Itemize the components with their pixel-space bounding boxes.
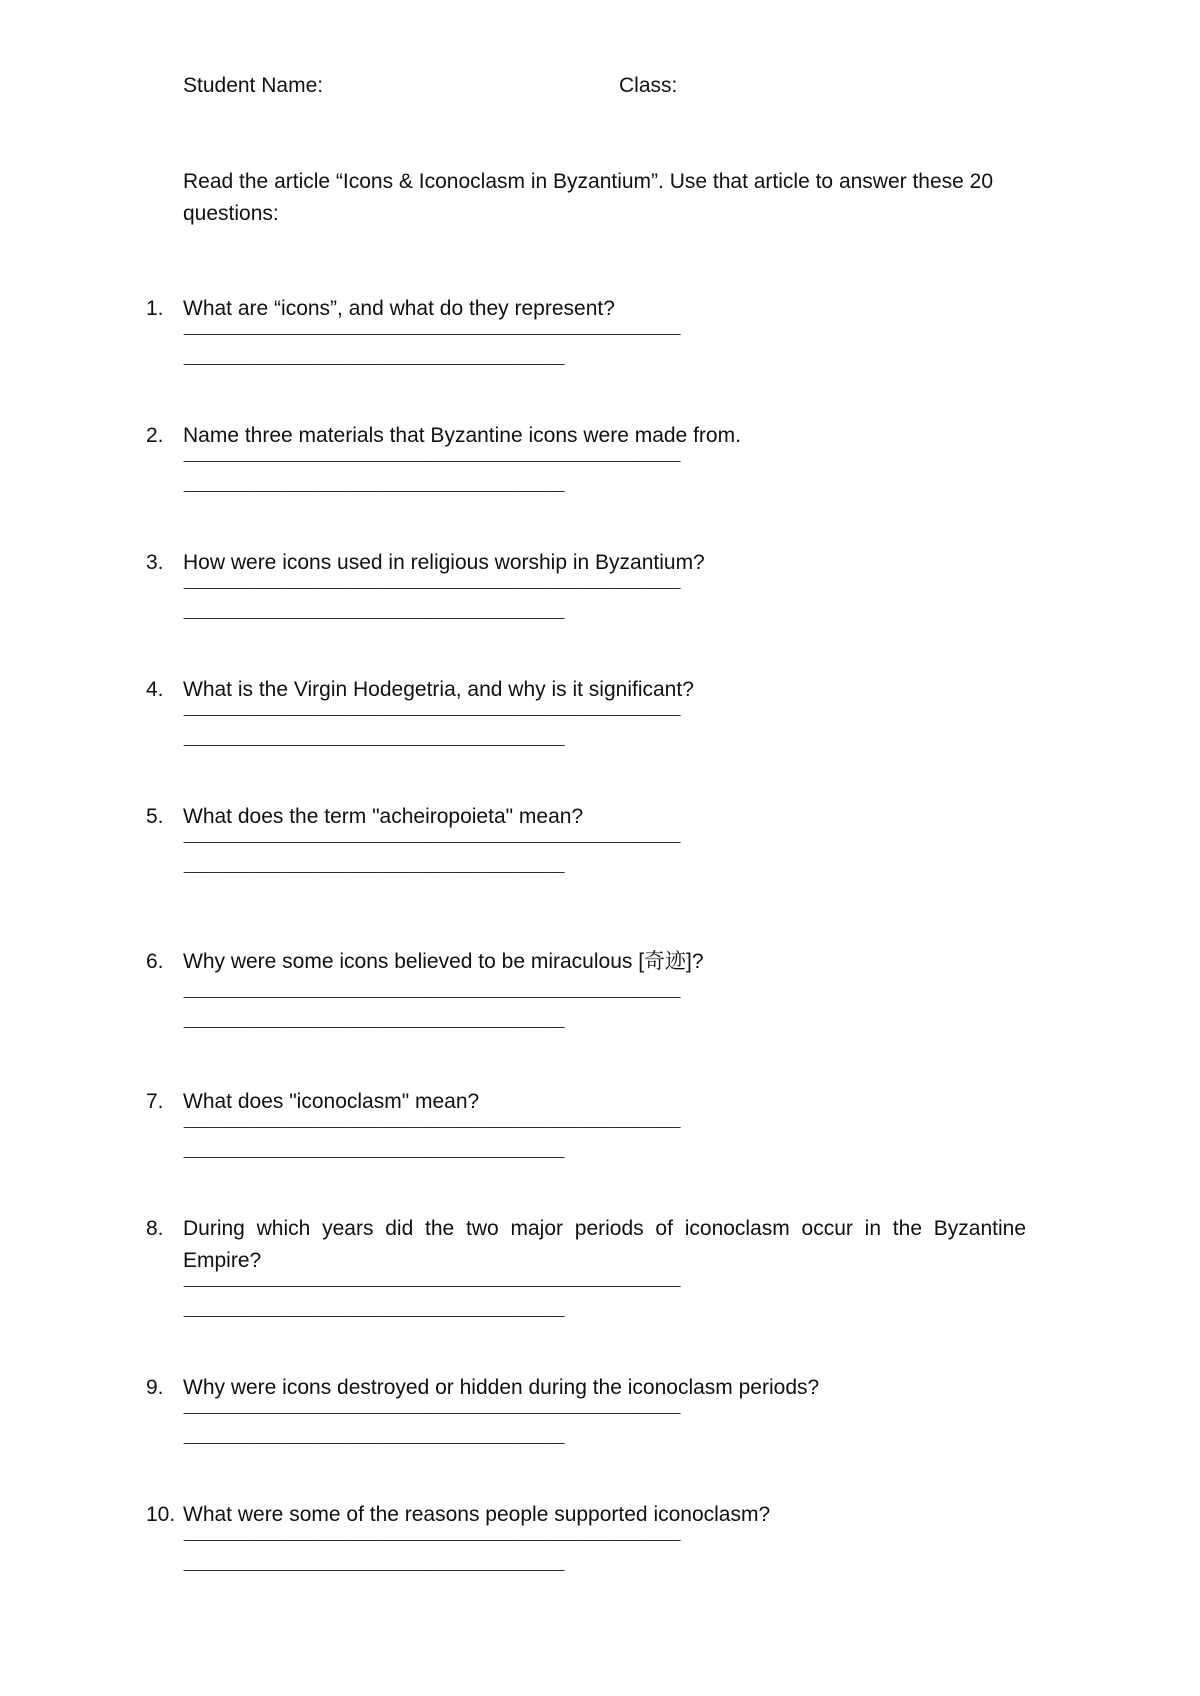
question-8	[146, 1213, 1026, 1325]
question-3	[146, 547, 1026, 627]
answer-line[interactable]: ———————————————————————————————————————————————	[183, 454, 679, 469]
question-number: 4.	[146, 678, 164, 701]
answer-line[interactable]: ———————————————————————————————————————————————	[183, 1120, 679, 1135]
answer-line[interactable]: ———————————————————————————————————————————————	[183, 835, 679, 850]
class-label: Class:	[619, 74, 678, 97]
answer-line[interactable]: ———————————————————————————————————————————————	[183, 1533, 679, 1548]
question-text: What are “icons”, and what do they represent?	[183, 297, 615, 320]
question-number: 10.	[146, 1503, 176, 1526]
answer-line[interactable]: ————————————————————————————————————	[183, 1309, 563, 1324]
answer-line[interactable]: ———————————————————————————————————————————————	[183, 708, 679, 723]
answer-line[interactable]: ———————————————————————————————————————————————	[183, 990, 679, 1005]
question-text: What were some of the reasons people supported iconoclasm?	[183, 1503, 771, 1526]
question-number: 6.	[146, 950, 164, 973]
question-6	[146, 946, 1026, 1036]
question-text: Why were some icons believed to be miraculous [奇迹]?	[183, 950, 704, 973]
question-1	[146, 293, 1026, 373]
answer-line[interactable]: ————————————————————————————————————	[183, 738, 563, 753]
question-number: 5.	[146, 805, 164, 828]
student-name-label: Student Name:	[183, 74, 324, 97]
question-9	[146, 1372, 1026, 1452]
answer-line[interactable]: ———————————————————————————————————————————————	[183, 327, 679, 342]
question-number: 7.	[146, 1090, 164, 1113]
instructions: Read the article “Icons & Iconoclasm in Byzantium”. Use that article to answer these 20 questions:	[183, 170, 994, 225]
answer-line[interactable]: ————————————————————————————————————	[183, 484, 563, 499]
question-number: 9.	[146, 1376, 164, 1399]
question-2	[146, 420, 1026, 500]
answer-line[interactable]: ———————————————————————————————————————————————	[183, 1406, 679, 1421]
answer-line[interactable]: ————————————————————————————————————	[183, 1150, 563, 1165]
answer-line[interactable]: ———————————————————————————————————————————————	[183, 1279, 679, 1294]
answer-line[interactable]: ————————————————————————————————————	[183, 865, 563, 880]
question-text: Name three materials that Byzantine icons were made from.	[183, 424, 741, 447]
question-text: During which years did the two major periods of iconoclasm occur in the Byzantine Empire?	[183, 1217, 1026, 1272]
question-text: Why were icons destroyed or hidden during the iconoclasm periods?	[183, 1376, 820, 1399]
answer-line[interactable]: ————————————————————————————————————	[183, 1563, 563, 1578]
question-10	[146, 1499, 1026, 1579]
answer-line[interactable]: ————————————————————————————————————	[183, 1020, 563, 1035]
question-text: What is the Virgin Hodegetria, and why is it significant?	[183, 678, 694, 701]
question-text: How were icons used in religious worship in Byzantium?	[183, 551, 705, 574]
answer-line[interactable]: ————————————————————————————————————	[183, 357, 563, 372]
question-number: 8.	[146, 1217, 164, 1240]
question-number: 1.	[146, 297, 164, 320]
question-4	[146, 674, 1026, 754]
answer-line[interactable]: ———————————————————————————————————————————————	[183, 581, 679, 596]
question-5	[146, 801, 1026, 881]
question-7	[146, 1086, 1026, 1166]
answer-line[interactable]: ————————————————————————————————————	[183, 1436, 563, 1451]
question-number: 2.	[146, 424, 164, 447]
answer-line[interactable]: ————————————————————————————————————	[183, 611, 563, 626]
question-text: What does "iconoclasm" mean?	[183, 1090, 480, 1113]
question-number: 3.	[146, 551, 164, 574]
question-text: What does the term "acheiropoieta" mean?	[183, 805, 584, 828]
